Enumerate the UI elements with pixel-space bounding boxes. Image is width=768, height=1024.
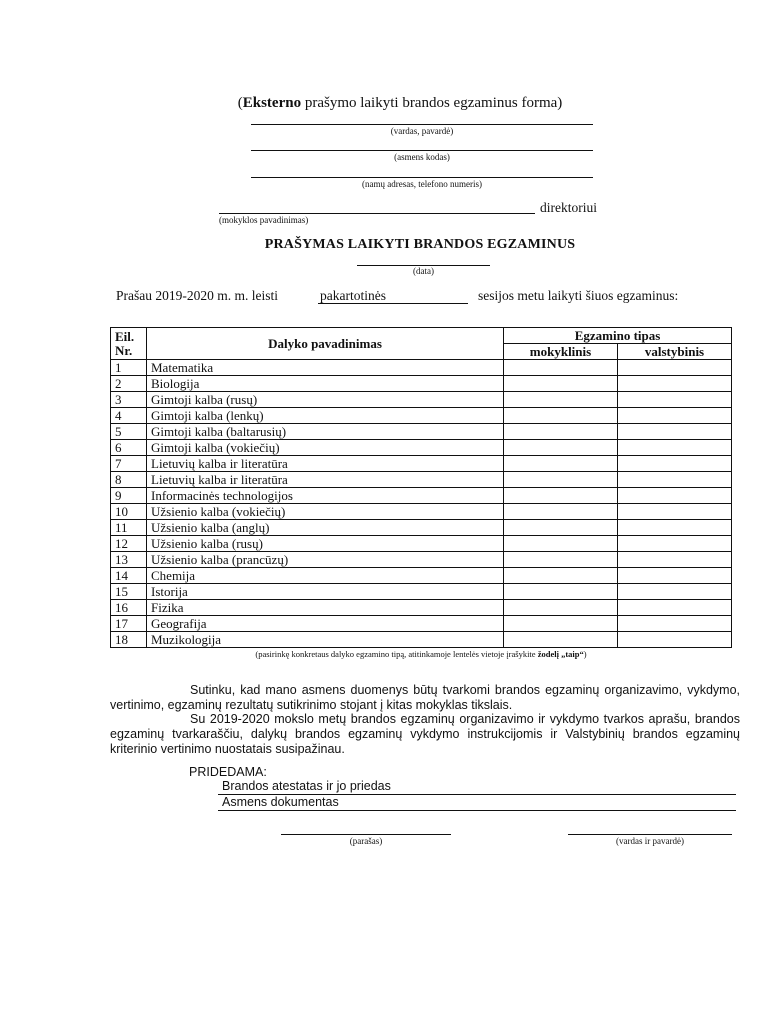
row-subject: Gimtoji kalba (vokiečių) — [147, 440, 504, 456]
row-state-cell[interactable] — [618, 456, 732, 472]
table-row — [111, 392, 732, 408]
table-row — [111, 552, 732, 568]
row-subject: Chemija — [147, 568, 504, 584]
row-subject: Biologija — [147, 376, 504, 392]
request-line — [116, 288, 278, 304]
row-school-cell[interactable] — [504, 552, 618, 568]
table-row — [111, 408, 732, 424]
table-row — [111, 504, 732, 520]
session-field[interactable] — [318, 288, 468, 304]
full-name-caption: (vardas ir pavardė) — [616, 836, 684, 846]
row-school-cell[interactable] — [504, 408, 618, 424]
row-state-cell[interactable] — [618, 392, 732, 408]
table-row — [111, 520, 732, 536]
name-caption: (vardas, pavardė) — [390, 126, 454, 136]
title-paren: ( — [237, 95, 243, 111]
table-row — [111, 536, 732, 552]
row-school-cell[interactable] — [504, 536, 618, 552]
row-nr: 2 — [111, 376, 147, 392]
row-nr: 13 — [111, 552, 147, 568]
row-school-cell[interactable] — [504, 568, 618, 584]
col-nr-label: Eil. Nr. — [115, 328, 135, 358]
row-state-cell[interactable] — [618, 360, 732, 376]
col-state-header: valstybinis — [618, 344, 732, 360]
row-state-cell[interactable] — [618, 376, 732, 392]
note-start: (pasirinkę konkretaus dalyko egzamino tipą, atitinkamoje lentelės vietoje įrašykite — [255, 649, 538, 659]
table-row — [111, 600, 732, 616]
row-nr: 18 — [111, 632, 147, 648]
row-subject: Užsienio kalba (prancūzų) — [147, 552, 504, 568]
row-school-cell[interactable] — [504, 472, 618, 488]
row-school-cell[interactable] — [504, 600, 618, 616]
row-subject: Lietuvių kalba ir literatūra — [147, 472, 504, 488]
row-subject: Informacinės technologijos — [147, 488, 504, 504]
attachment-item[interactable] — [218, 795, 736, 811]
table-row — [111, 456, 732, 472]
row-state-cell[interactable] — [618, 584, 732, 600]
row-state-cell[interactable] — [618, 632, 732, 648]
table-row — [111, 376, 732, 392]
row-school-cell[interactable] — [504, 440, 618, 456]
row-nr: 11 — [111, 520, 147, 536]
row-subject: Muzikologija — [147, 632, 504, 648]
row-subject: Fizika — [147, 600, 504, 616]
row-nr: 1 — [111, 360, 147, 376]
table-row — [111, 632, 732, 648]
table-row — [111, 472, 732, 488]
row-state-cell[interactable] — [618, 488, 732, 504]
attachment-item[interactable] — [218, 779, 736, 795]
row-school-cell[interactable] — [504, 360, 618, 376]
date-caption: (data) — [413, 266, 434, 276]
code-line[interactable] — [251, 150, 593, 151]
row-subject: Istorija — [147, 584, 504, 600]
row-state-cell[interactable] — [618, 520, 732, 536]
row-state-cell[interactable] — [618, 472, 732, 488]
row-school-cell[interactable] — [504, 504, 618, 520]
consent-text-2: Su 2019-2020 mokslo metų brandos egzaminų organizavimo ir vykdymo tvarkos aprašu, brandos egzaminų tvarkaraščiu, dalykų brandos egzaminų vykdymo instrukcijomis ir Valstybinių brandos egzaminų kriterinio vertinimo nuostatais susipažinau. — [110, 712, 740, 756]
row-state-cell[interactable] — [618, 616, 732, 632]
row-nr: 8 — [111, 472, 147, 488]
consent-paragraph-1 — [110, 683, 740, 713]
table-note — [110, 649, 732, 659]
row-subject: Geografija — [147, 616, 504, 632]
table-row — [111, 568, 732, 584]
attachment-text-2: Asmens dokumentas — [222, 795, 339, 809]
row-state-cell[interactable] — [618, 536, 732, 552]
address-caption: (namų adresas, telefono numeris) — [362, 179, 482, 189]
attachment-text-1: Brandos atestatas ir jo priedas — [222, 779, 391, 793]
row-school-cell[interactable] — [504, 632, 618, 648]
director-word: direktoriui — [540, 200, 597, 215]
row-nr: 9 — [111, 488, 147, 504]
row-school-cell[interactable] — [504, 456, 618, 472]
row-school-cell[interactable] — [504, 488, 618, 504]
row-subject: Užsienio kalba (rusų) — [147, 536, 504, 552]
row-school-cell[interactable] — [504, 616, 618, 632]
name-line[interactable] — [251, 124, 593, 125]
row-nr: 17 — [111, 616, 147, 632]
signature-line[interactable] — [281, 834, 451, 835]
row-school-cell[interactable] — [504, 376, 618, 392]
col-nr-header — [111, 328, 147, 360]
school-line[interactable] — [219, 213, 535, 214]
request-heading: PRAŠYMAS LAIKYTI BRANDOS EGZAMINUS — [264, 237, 576, 252]
form-title — [200, 95, 600, 112]
col-school-header: mokyklinis — [504, 344, 618, 360]
title-bold: Eksterno — [242, 95, 302, 111]
row-school-cell[interactable] — [504, 584, 618, 600]
row-nr: 5 — [111, 424, 147, 440]
consent-text-1: Sutinku, kad mano asmens duomenys būtų tvarkomi brandos egzaminų organizavimo, vykdymo, vertinimo, egzaminų rezultatų sutikrinimo stojant į kitas mokyklas tikslais. — [110, 683, 740, 712]
row-school-cell[interactable] — [504, 520, 618, 536]
title-rest: prašymo laikyti brandos egzaminus forma) — [301, 95, 563, 111]
attachments-label: PRIDEDAMA: — [189, 765, 267, 779]
row-state-cell[interactable] — [618, 504, 732, 520]
row-nr: 4 — [111, 408, 147, 424]
col-subject-header: Dalyko pavadinimas — [147, 328, 504, 360]
row-nr: 3 — [111, 392, 147, 408]
row-nr: 12 — [111, 536, 147, 552]
consent-paragraph-2 — [110, 712, 740, 757]
row-nr: 15 — [111, 584, 147, 600]
table-row — [111, 488, 732, 504]
row-state-cell[interactable] — [618, 600, 732, 616]
school-caption: (mokyklos pavadinimas) — [219, 215, 309, 225]
request-start: Prašau 2019-2020 m. m. leisti — [116, 288, 278, 303]
row-nr: 10 — [111, 504, 147, 520]
row-school-cell[interactable] — [504, 424, 618, 440]
table-row — [111, 584, 732, 600]
row-subject: Gimtoji kalba (rusų) — [147, 392, 504, 408]
row-subject: Užsienio kalba (anglų) — [147, 520, 504, 536]
row-nr: 7 — [111, 456, 147, 472]
col-type-header: Egzamino tipas — [504, 328, 732, 344]
row-subject: Lietuvių kalba ir literatūra — [147, 456, 504, 472]
row-nr: 14 — [111, 568, 147, 584]
row-subject: Gimtoji kalba (lenkų) — [147, 408, 504, 424]
full-name-line[interactable] — [568, 834, 732, 835]
note-end: ) — [583, 649, 587, 659]
row-nr: 16 — [111, 600, 147, 616]
row-state-cell[interactable] — [618, 408, 732, 424]
session-value: pakartotinės — [320, 288, 386, 303]
row-state-cell[interactable] — [618, 568, 732, 584]
row-nr: 6 — [111, 440, 147, 456]
address-line[interactable] — [251, 177, 593, 178]
subjects-table — [110, 327, 732, 648]
row-subject: Matematika — [147, 360, 504, 376]
subjects-rows — [111, 360, 732, 648]
row-state-cell[interactable] — [618, 552, 732, 568]
table-row — [111, 360, 732, 376]
row-state-cell[interactable] — [618, 440, 732, 456]
table-row — [111, 616, 732, 632]
row-school-cell[interactable] — [504, 392, 618, 408]
row-subject: Gimtoji kalba (baltarusių) — [147, 424, 504, 440]
signature-caption: (parašas) — [349, 836, 383, 846]
row-state-cell[interactable] — [618, 424, 732, 440]
request-end: sesijos metu laikyti šiuos egzaminus: — [478, 288, 679, 303]
code-caption: (asmens kodas) — [394, 152, 450, 162]
table-row — [111, 424, 732, 440]
note-bold: žodelį „taip“ — [537, 649, 584, 659]
table-row — [111, 440, 732, 456]
row-subject: Užsienio kalba (vokiečių) — [147, 504, 504, 520]
